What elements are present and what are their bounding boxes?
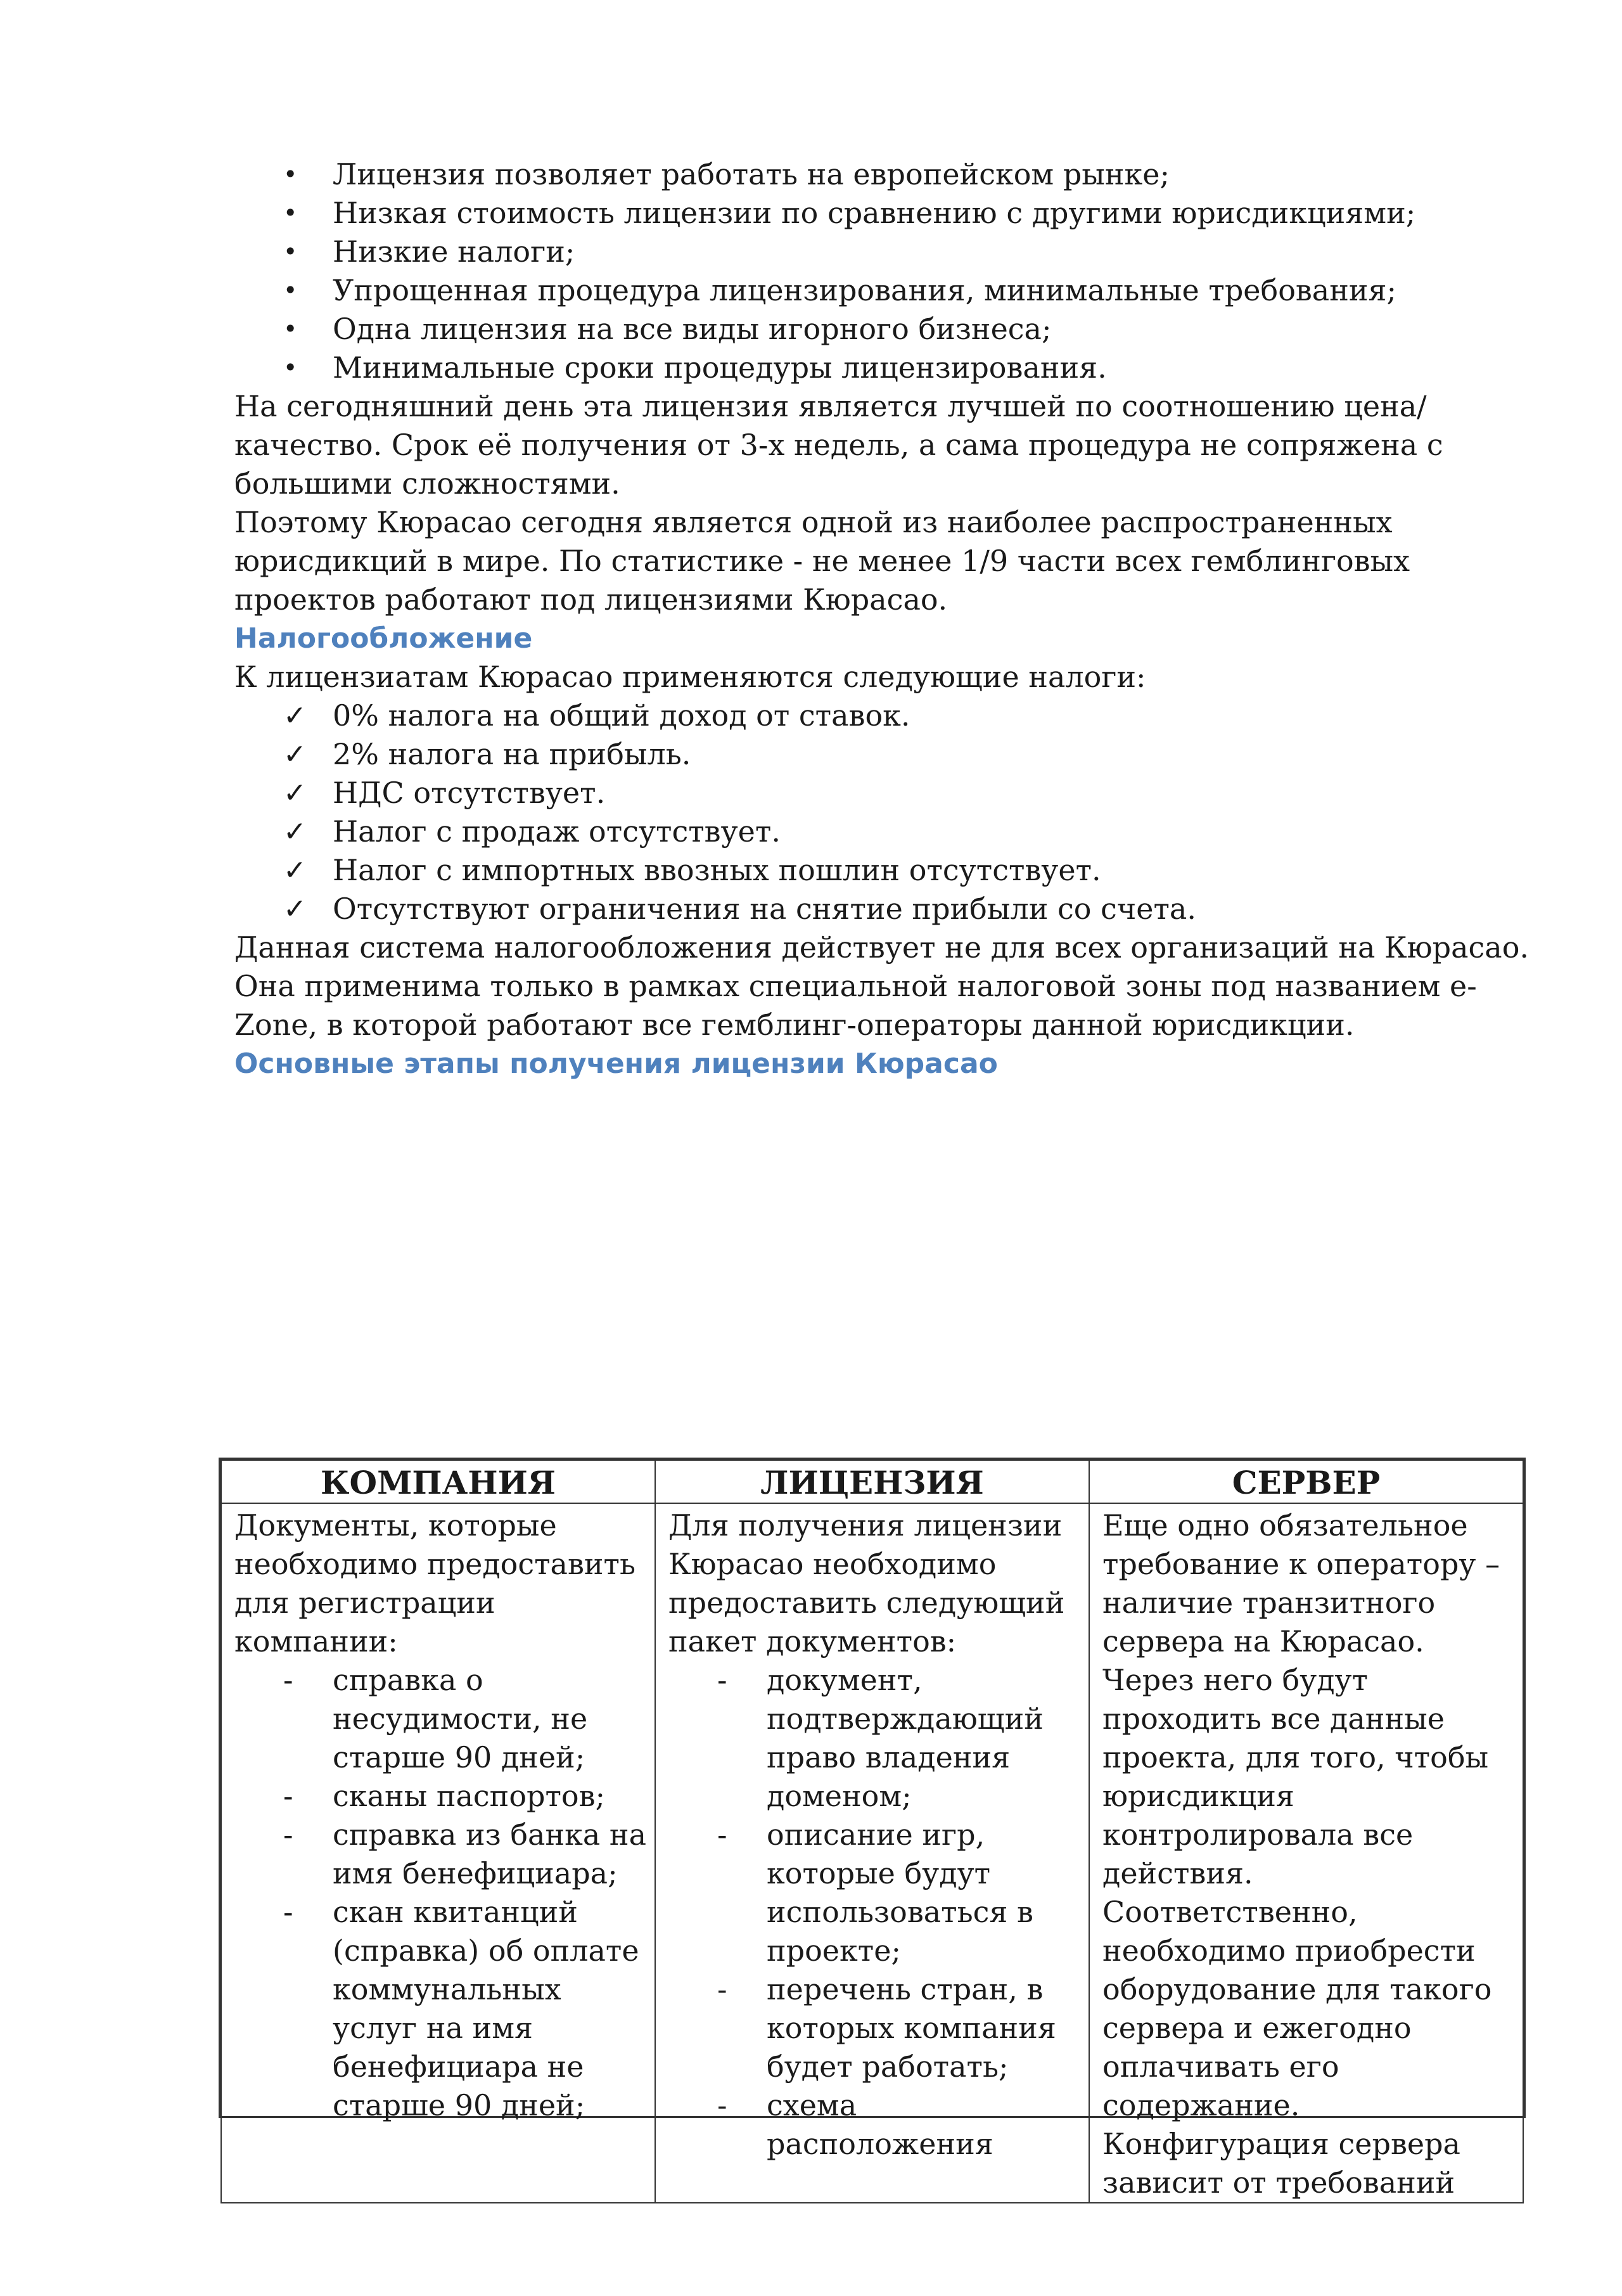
dash-icon: - xyxy=(717,2088,727,2122)
company-intro: Документы, которые необходимо предоставить для регистрации компании: xyxy=(234,1508,636,1658)
table-header-row xyxy=(221,1460,1523,1503)
paragraph-statistics: Поэтому Кюрасао сегодня является одной из наиболее распространенных юрисдикций в мире. По статистике - не менее 1/9 части всех гемблинговых проектов работают под лицензиями Кюрасао. xyxy=(234,505,1410,617)
bullet-icon: • xyxy=(283,315,298,343)
bullet-icon: • xyxy=(283,276,298,304)
bullet-icon: • xyxy=(283,160,298,188)
server-text: Еще одно обязательное требование к оператору – наличие транзитного сервера на Кюрасао. Через него будут проходить все данные проекта, для того, чтобы юрисдикция контролировала все действия. Соответственно, необходимо приобрести оборудование для такого сервера и ежегодно оплачивать его содержание. Конфигурация сервера зависит от требований xyxy=(1102,1508,1500,2200)
stages-table xyxy=(220,1459,1524,2203)
dash-icon: - xyxy=(283,1779,293,1813)
license-documents-list xyxy=(668,1661,1081,2164)
list-item xyxy=(234,233,1540,271)
list-item xyxy=(234,851,1540,890)
checkmark-icon: ✓ xyxy=(283,700,307,732)
list-item-text: справка из банка на имя бенефициара; xyxy=(333,1818,647,1890)
list-item xyxy=(234,1816,647,1893)
list-item xyxy=(234,310,1540,349)
list-item-text: справка о несудимости, не старше 90 дней; xyxy=(333,1663,588,1774)
license-intro: Для получения лицензии Кюрасао необходимо предоставить следующий пакет документов: xyxy=(668,1508,1065,1658)
dash-icon: - xyxy=(717,1818,727,1852)
list-item xyxy=(668,1970,1081,2086)
column-header-license: ЛИЦЕНЗИЯ xyxy=(655,1460,1089,1503)
list-item-text: схема расположения xyxy=(767,2088,993,2161)
taxation-heading: Налогообложение xyxy=(234,622,533,655)
stages-table-frame xyxy=(219,1458,1526,2200)
list-item xyxy=(234,735,1540,774)
page-content xyxy=(234,155,1540,1083)
list-item-text: 2% налога на прибыль. xyxy=(333,737,691,771)
list-item xyxy=(234,1661,647,1777)
bullet-icon: • xyxy=(283,238,298,266)
dash-icon: - xyxy=(283,1818,293,1852)
list-item-text: Упрощенная процедура лицензирования, минимальные требования; xyxy=(333,273,1397,307)
table-row xyxy=(221,1503,1523,2203)
list-item xyxy=(668,2086,1081,2164)
list-item-text: перечень стран, в которых компания будет работать; xyxy=(767,1972,1056,2084)
list-item-text: Налог с импортных ввозных пошлин отсутствует. xyxy=(333,853,1101,887)
server-cell xyxy=(1089,1503,1523,2203)
taxation-note: Данная система налогообложения действует не для всех организаций на Кюрасао. Она применима только в рамках специальной налоговой зоны под названием e-Zone, в которой работают все гемблинг-операторы данной юрисдикции. xyxy=(234,930,1529,1042)
list-item-text: документ, подтверждающий право владения доменом; xyxy=(767,1663,1044,1813)
advantages-list xyxy=(234,155,1540,387)
company-documents-list xyxy=(234,1661,647,2125)
license-cell xyxy=(655,1503,1089,2203)
checkmark-icon: ✓ xyxy=(283,893,307,925)
column-header-server: СЕРВЕР xyxy=(1089,1460,1523,1503)
stages-heading: Основные этапы получения лицензии Кюрасао xyxy=(234,1048,998,1080)
dash-icon: - xyxy=(283,1663,293,1697)
list-item xyxy=(234,155,1540,194)
list-item-text: Отсутствуют ограничения на снятие прибыли со счета. xyxy=(333,892,1196,926)
list-item xyxy=(234,349,1540,387)
list-item-text: Лицензия позволяет работать на европейском рынке; xyxy=(333,157,1170,191)
checkmark-icon: ✓ xyxy=(283,854,307,887)
list-item xyxy=(234,1777,647,1816)
checkmark-icon: ✓ xyxy=(283,777,307,809)
paragraph-price-quality: На сегодняшний день эта лицензия является лучшей по соотношению цена/качество. Срок её получения от 3-х недель, а сама процедура не сопряжена с большими сложностями. xyxy=(234,389,1443,501)
list-item-text: скан квитанций (справка) об оплате коммунальных услуг на имя бенефициара не старше 90 дней; xyxy=(333,1895,639,2122)
list-item xyxy=(234,696,1540,735)
list-item-text: 0% налога на общий доход от ставок. xyxy=(333,698,910,733)
dash-icon: - xyxy=(283,1895,293,1929)
checkmark-icon: ✓ xyxy=(283,816,307,848)
list-item xyxy=(234,890,1540,928)
list-item-text: Низкая стоимость лицензии по сравнению с другими юрисдикциями; xyxy=(333,196,1416,230)
list-item-text: сканы паспортов; xyxy=(333,1779,606,1813)
column-header-company: КОМПАНИЯ xyxy=(221,1460,655,1503)
checkmark-icon: ✓ xyxy=(283,738,307,771)
taxation-intro: К лицензиатам Кюрасао применяются следующие налоги: xyxy=(234,660,1146,694)
dash-icon: - xyxy=(717,1972,727,2006)
list-item xyxy=(668,1816,1081,1970)
list-item-text: Налог с продаж отсутствует. xyxy=(333,814,781,849)
list-item xyxy=(234,774,1540,812)
list-item-text: НДС отсутствует. xyxy=(333,776,606,810)
taxes-list xyxy=(234,696,1540,928)
bullet-icon: • xyxy=(283,354,298,382)
bullet-icon: • xyxy=(283,199,298,227)
list-item-text: Одна лицензия на все виды игорного бизнеса; xyxy=(333,312,1052,346)
list-item xyxy=(234,271,1540,310)
list-item xyxy=(668,1661,1081,1816)
dash-icon: - xyxy=(717,1663,727,1697)
list-item xyxy=(234,194,1540,233)
list-item-text: Низкие налоги; xyxy=(333,234,575,269)
list-item xyxy=(234,812,1540,851)
list-item-text: Минимальные сроки процедуры лицензирования. xyxy=(333,350,1107,385)
company-cell xyxy=(221,1503,655,2203)
list-item xyxy=(234,1893,647,2125)
list-item-text: описание игр, которые будут использоваться в проекте; xyxy=(767,1818,1033,1968)
